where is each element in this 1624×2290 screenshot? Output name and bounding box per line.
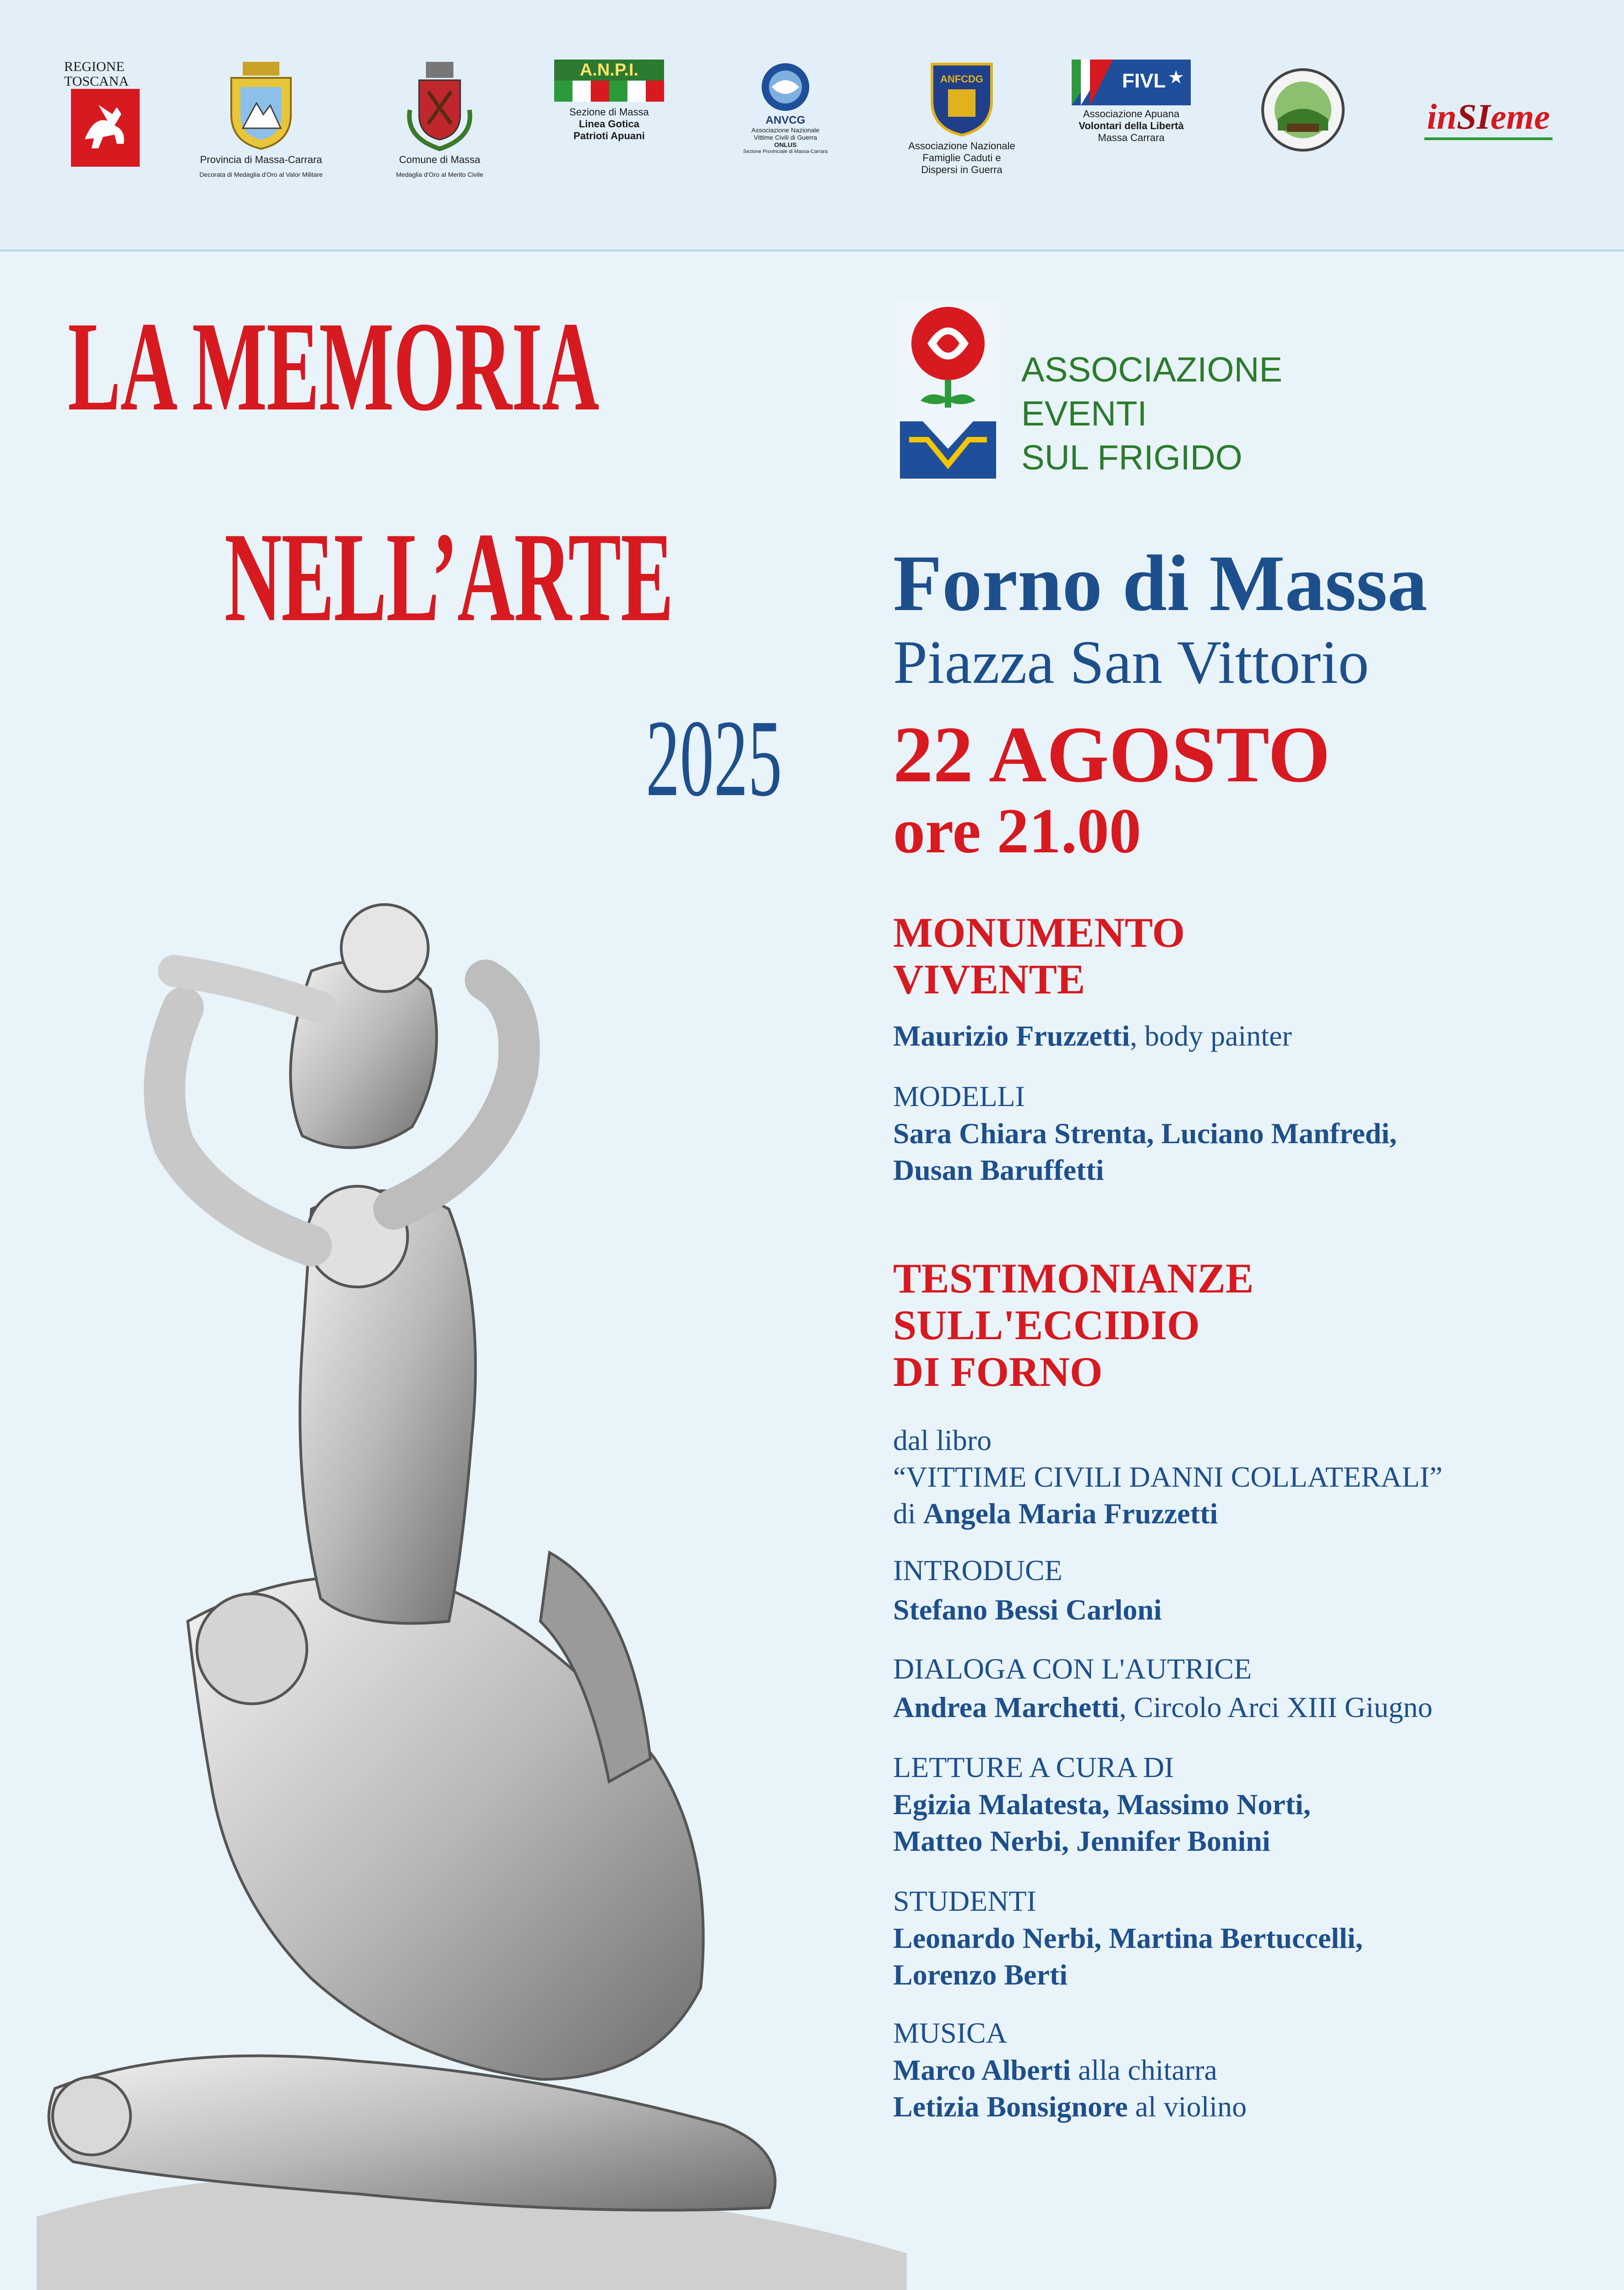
event-date: 22 AGOSTO [893,710,1330,799]
anvcg-emblem-icon [753,60,817,114]
provincia-crest-icon [222,60,300,151]
musica-label: MUSICA [893,2017,1007,2049]
models-names-2: Dusan Baruffetti [893,1154,1104,1186]
circular-association-logo [1255,66,1351,153]
anpi-logo: A.N.P.I. Sezione di Massa Linea Gotica Patrioti Apuani [547,60,671,142]
regione-toscana-logo: REGIONE TOSCANA [64,60,147,167]
book-title: “VITTIME CIVILI DANNI COLLATERALI” [893,1461,1443,1493]
anfcdg-shield-icon [927,60,996,137]
studenti-names-2: Lorenzo Berti [893,1958,1068,1991]
musica-line-1: Marco Alberti alla chitarra [893,2054,1217,2086]
letture-label: LETTURE A CURA DI [893,1751,1174,1783]
anfcdg-badge-text: ANFCDG [940,73,984,85]
studenti-names-1: Leonardo Nerbi, Martina Bertuccelli, [893,1922,1363,1954]
artist-line: Maurizio Fruzzetti, body painter [893,1020,1292,1052]
comune-di-massa-logo: Comune di Massa Medaglia d'Oro al Merito Civile [376,60,504,180]
models-names-1: Sara Chiara Strenta, Luciano Manfredi, [893,1117,1397,1150]
anvcg-logo: ANVCG Associazione Nazionale Vittime Civili di Guerra ONLUS Sezione Provinciale di Massa-Carrara [724,60,847,155]
studenti-label: STUDENTI [893,1885,1036,1917]
fivl-logo: FIVL ★ Associazione Apuana Volontari della Libertà Massa Carrara [1058,60,1204,144]
title-year: 2025 [646,697,782,819]
section-monumento-title: MONUMENTO VIVENTE [893,909,1185,1003]
book-author: di Angela Maria Fruzzetti [893,1497,1218,1530]
title-line-2: NELL’ARTE [224,506,673,648]
comune-crest-icon [401,60,479,151]
dialoga-label: DIALOGA CON L'AUTRICE [893,1652,1252,1685]
insieme-logo: inSIeme [1411,96,1566,140]
event-town: Forno di Massa [893,539,1428,627]
introduce-name: Stefano Bessi Carloni [893,1593,1162,1626]
letture-names-1: Egizia Malatesta, Massimo Norti, [893,1788,1311,1821]
provincia-massa-carrara-logo: Provincia di Massa-Carrara Decorata di Medaglia d'Oro al Valor Militare [188,60,334,180]
landscape-seal-icon [1259,66,1346,153]
event-square: Piazza San Vittorio [893,628,1369,697]
section-testimonianze-title: TESTIMONIANZE SULL'ECCIDIO DI FORNO [893,1255,1254,1395]
letture-names-2: Matteo Nerbi, Jennifer Bonini [893,1825,1270,1857]
statue-illustration [37,889,907,2290]
star-icon: ★ [1168,67,1184,87]
musica-line-2: Letizia Bonsignore al violino [893,2090,1247,2123]
dialoga-line: Andrea Marchetti, Circolo Arci XIII Giugno [893,1691,1433,1723]
event-time: ore 21.00 [893,796,1141,867]
book-intro: dal libro [893,1424,992,1456]
models-label: MODELLI [893,1080,1025,1112]
association-name: ASSOCIAZIONE EVENTI SUL FRIGIDO [1021,350,1283,477]
title-line-1: LA MEMORIA [68,295,599,437]
pegasus-icon [71,89,140,167]
anfcdg-logo: ANFCDG Associazione Nazionale Famiglie Caduti e Dispersi in Guerra [898,60,1026,176]
rose-association-icon [895,302,1001,481]
introduce-label: INTRODUCE [893,1554,1063,1587]
